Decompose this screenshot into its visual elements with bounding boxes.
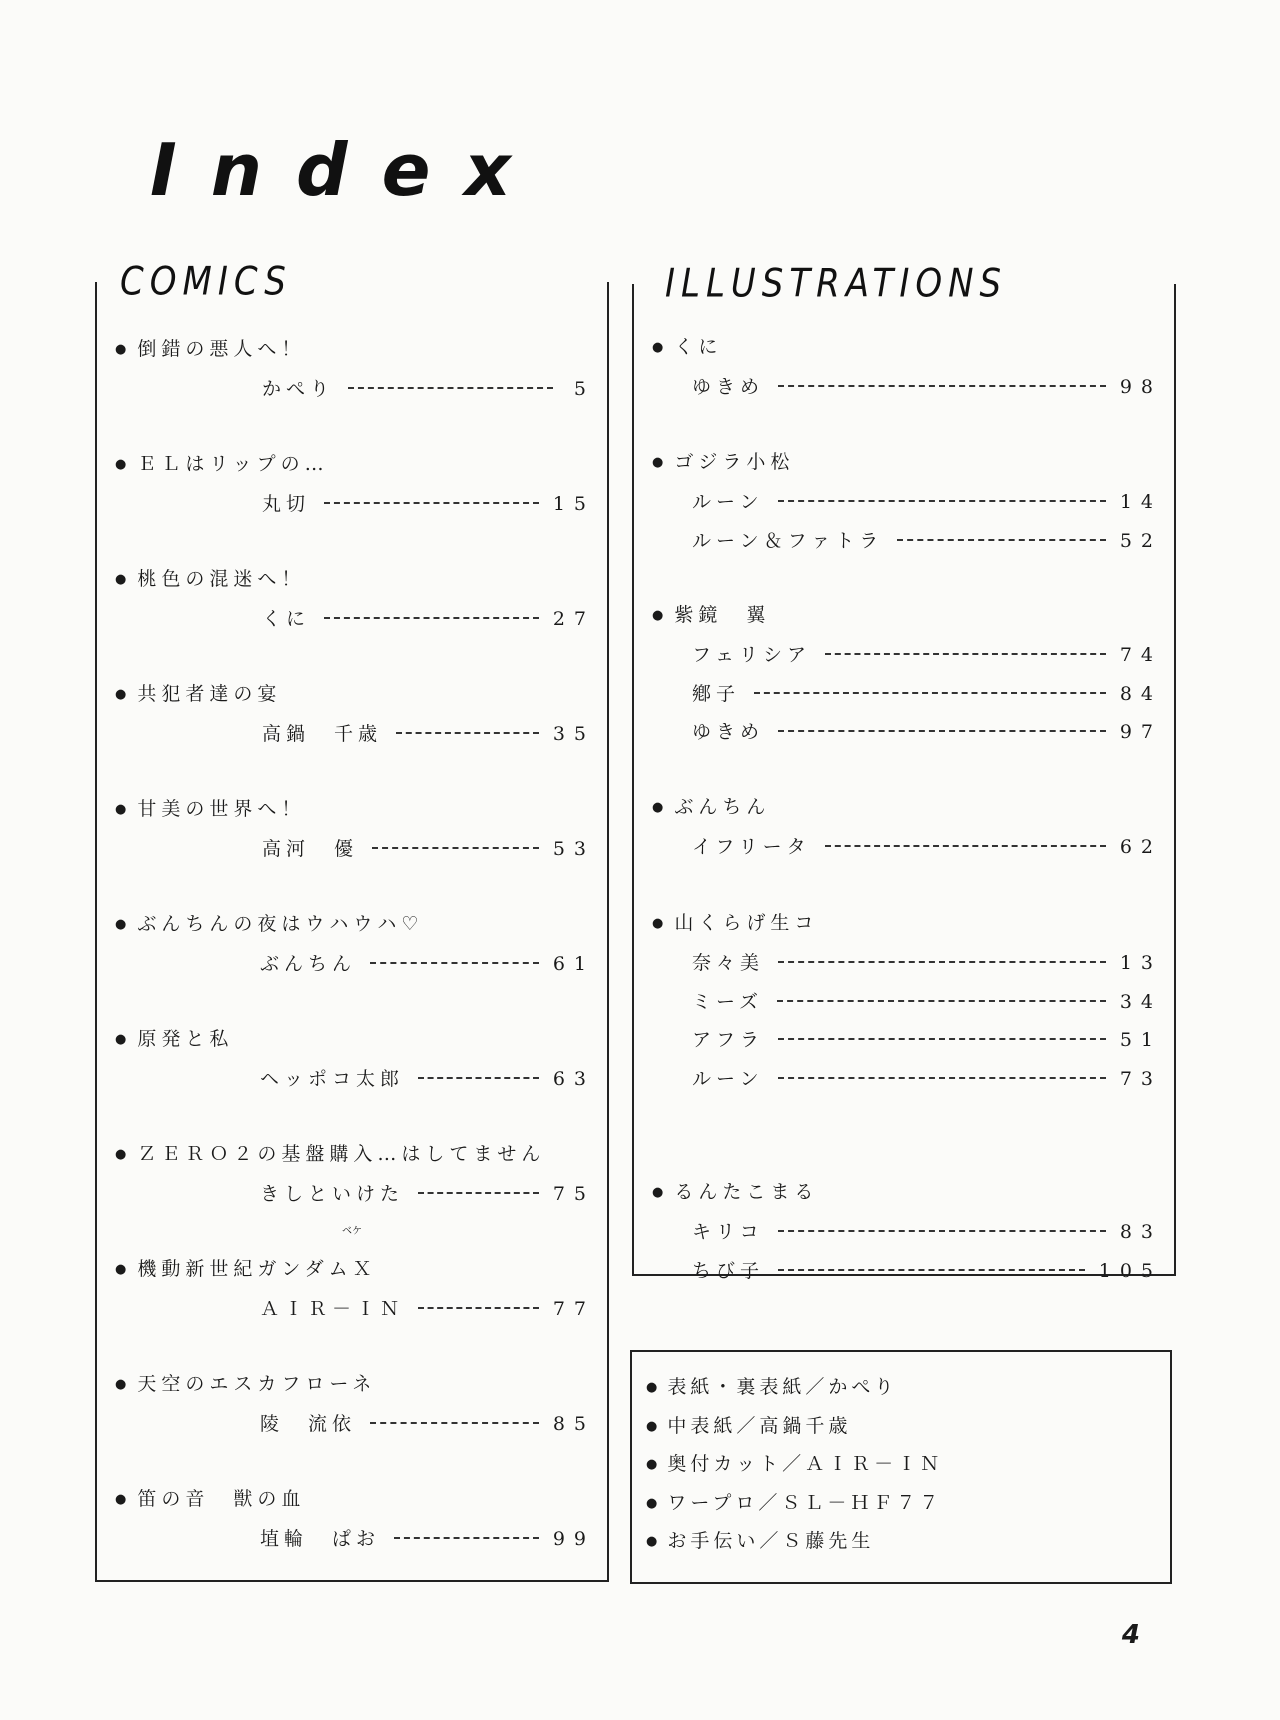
illustration-author: ゆきめ [692,376,765,398]
comic-title: ● 機動新世紀ガンダムＸ [115,1254,377,1281]
comic-entry [97,334,607,414]
illustration-author: ミーズ [692,990,764,1013]
comics-panel [95,282,609,1582]
illustration-author: ちび子 [692,1259,765,1282]
comic-line [262,374,595,401]
illustration-page: 83 [1119,1221,1162,1243]
comic-line [260,1294,595,1321]
illustration-group-name: ● 紫鏡 翼 [652,600,770,627]
comic-page: 75 [552,1183,595,1205]
illustration-author: 奈々美 [692,952,765,974]
comic-entry [97,909,607,989]
dot-leader [396,732,539,734]
comic-author: 高河 優 [262,838,359,860]
dot-leader [754,692,1106,694]
comic-line [262,719,595,746]
illustration-group-name: ● くに [652,332,722,359]
credit-item: ● 奥付カット／ＡＩＲ－ＩＮ [646,1449,943,1476]
dot-leader [370,962,539,964]
credit-item: ● 中表紙／高鍋千歳 [646,1411,851,1438]
illustration-author: ルーン [692,491,764,513]
dot-leader [778,500,1106,502]
dot-leader [370,1422,539,1424]
illustration-page: 51 [1119,1029,1162,1051]
comic-entry [97,564,607,644]
comic-line [260,1524,595,1551]
dot-leader [777,1000,1106,1002]
comic-page: 77 [552,1298,595,1320]
illustration-line [692,372,1162,399]
index-title: Index [150,128,545,212]
comic-page: 15 [552,493,595,515]
dot-leader [778,1269,1085,1271]
ruby-annotation: ベケ [342,1226,362,1237]
comics-heading: COMICS [120,259,292,305]
illustration-group-name: ● ゴジラ小松 [652,447,794,474]
illustration-group-name: ● るんたこまる [652,1177,818,1204]
comic-entry [97,1484,607,1564]
illustration-line [692,987,1162,1014]
illustrations-panel [632,284,1176,1282]
comic-title: ● 共犯者達の宴 [115,679,281,706]
comic-page: 85 [552,1413,595,1435]
dot-leader [348,387,553,389]
comic-author: 高鍋 千歳 [262,723,383,745]
comic-page: 35 [552,723,595,745]
comic-author: かぺり [262,378,335,400]
comic-title: ● 桃色の混迷へ！ [115,564,305,591]
illustration-line [692,717,1162,744]
comic-author: ヘッポコ太郎 [260,1068,405,1090]
dot-leader [778,730,1106,732]
comic-title: ● 原発と私 [115,1024,233,1051]
illustration-line [692,679,1162,706]
illustration-line [692,948,1162,975]
dot-leader [897,539,1106,541]
illustration-author: アフラ [692,1029,765,1051]
dot-leader [418,1307,539,1309]
dot-leader [825,653,1106,655]
comic-author: くに [262,608,311,630]
illustration-line [692,526,1162,553]
dot-leader [778,1038,1106,1040]
comic-line [262,834,595,861]
illustration-author: ルーン [692,1067,764,1090]
comic-entry [97,1024,607,1104]
comic-title: ● ＺＥＲＯ２の基盤購入…はしてません [115,1139,545,1166]
comic-line [260,1064,595,1091]
dot-leader [372,847,539,849]
illustration-page: 34 [1119,990,1162,1013]
illustrations-heading: ILLUSTRATIONS [665,261,1008,307]
illustration-page: 62 [1119,836,1162,858]
dot-leader [324,617,539,619]
dot-leader [778,1230,1106,1232]
comic-title: ● 倒錯の悪人へ！ [115,334,305,361]
comic-author: 丸切 [262,493,311,515]
illustration-author: イフリータ [692,836,811,858]
comic-author: 埴輪 ぱお [260,1528,381,1550]
dot-leader [778,961,1106,963]
illustration-page: 105 [1098,1259,1162,1282]
illustration-group-name: ● 山くらげ生コ [652,908,818,935]
comic-title: ● 天空のエスカフローネ [115,1369,376,1396]
comic-page: 53 [552,838,595,860]
comic-entry [97,1139,607,1219]
illustration-page: 84 [1119,682,1162,705]
illustration-author: ルーン＆ファトラ [692,529,884,552]
illustration-page: 14 [1119,491,1162,513]
comic-entry [97,794,607,874]
illustration-page: 52 [1119,529,1162,552]
credit-item: ● ワープロ／ＳＬ－ＨＦ７７ [646,1488,942,1515]
comic-title: ● ＥＬはリップの… [115,449,329,476]
comic-page: 61 [552,953,595,975]
illustration-author: フェリシア [692,644,812,666]
illustration-page: 97 [1119,721,1162,743]
comic-line [260,1409,595,1436]
comic-author: ぶんちん [260,953,357,975]
comic-author: 陵 流依 [260,1413,357,1435]
comic-author: ＡＩＲ－ＩＮ [260,1298,405,1320]
credit-item: ● 表紙・裏表紙／かぺり [646,1372,897,1399]
illustration-author: 鄕子 [692,682,741,705]
dot-leader [418,1077,539,1079]
comic-title: ● 笛の音 獣の血 [115,1484,305,1511]
dot-leader [324,502,539,504]
illustration-page: 73 [1119,1067,1162,1090]
illustration-page: 74 [1119,644,1162,666]
dot-leader [778,1077,1106,1079]
comic-entry [97,679,607,759]
illustration-line [692,1064,1162,1091]
illustration-line [692,832,1162,859]
comic-line [262,604,595,631]
illustration-author: キリコ [692,1221,764,1243]
comic-title: ● ぶんちんの夜はウハウハ♡ [115,909,423,936]
comic-title: ● 甘美の世界へ！ [115,794,305,821]
comic-page: 5 [573,378,595,400]
illustration-line [692,640,1162,667]
comic-line [260,949,595,976]
comic-author: きしといけた [260,1183,405,1205]
illustration-page: 98 [1119,376,1162,398]
illustration-author: ゆきめ [692,721,765,743]
dot-leader [394,1537,539,1539]
illustration-line [692,1256,1162,1283]
comic-page: 99 [552,1528,595,1550]
comic-entry [97,449,607,529]
illustration-line [692,487,1162,514]
dot-leader [825,845,1106,847]
illustration-group-name: ● ぶんちん [652,792,770,819]
credit-item: ● お手伝い／Ｓ藤先生 [646,1526,874,1553]
illustration-page: 13 [1119,952,1162,974]
comic-page: 27 [552,608,595,630]
dot-leader [418,1192,539,1194]
comic-line [262,489,595,516]
comic-entry [97,1369,607,1449]
comic-page: 63 [552,1068,595,1090]
illustration-line [692,1217,1162,1244]
page-number: 4 [1121,1620,1140,1650]
comic-entry [97,1254,607,1334]
credits-panel [630,1350,1172,1584]
comic-line [260,1179,595,1206]
illustration-line [692,1025,1162,1052]
dot-leader [778,385,1106,387]
